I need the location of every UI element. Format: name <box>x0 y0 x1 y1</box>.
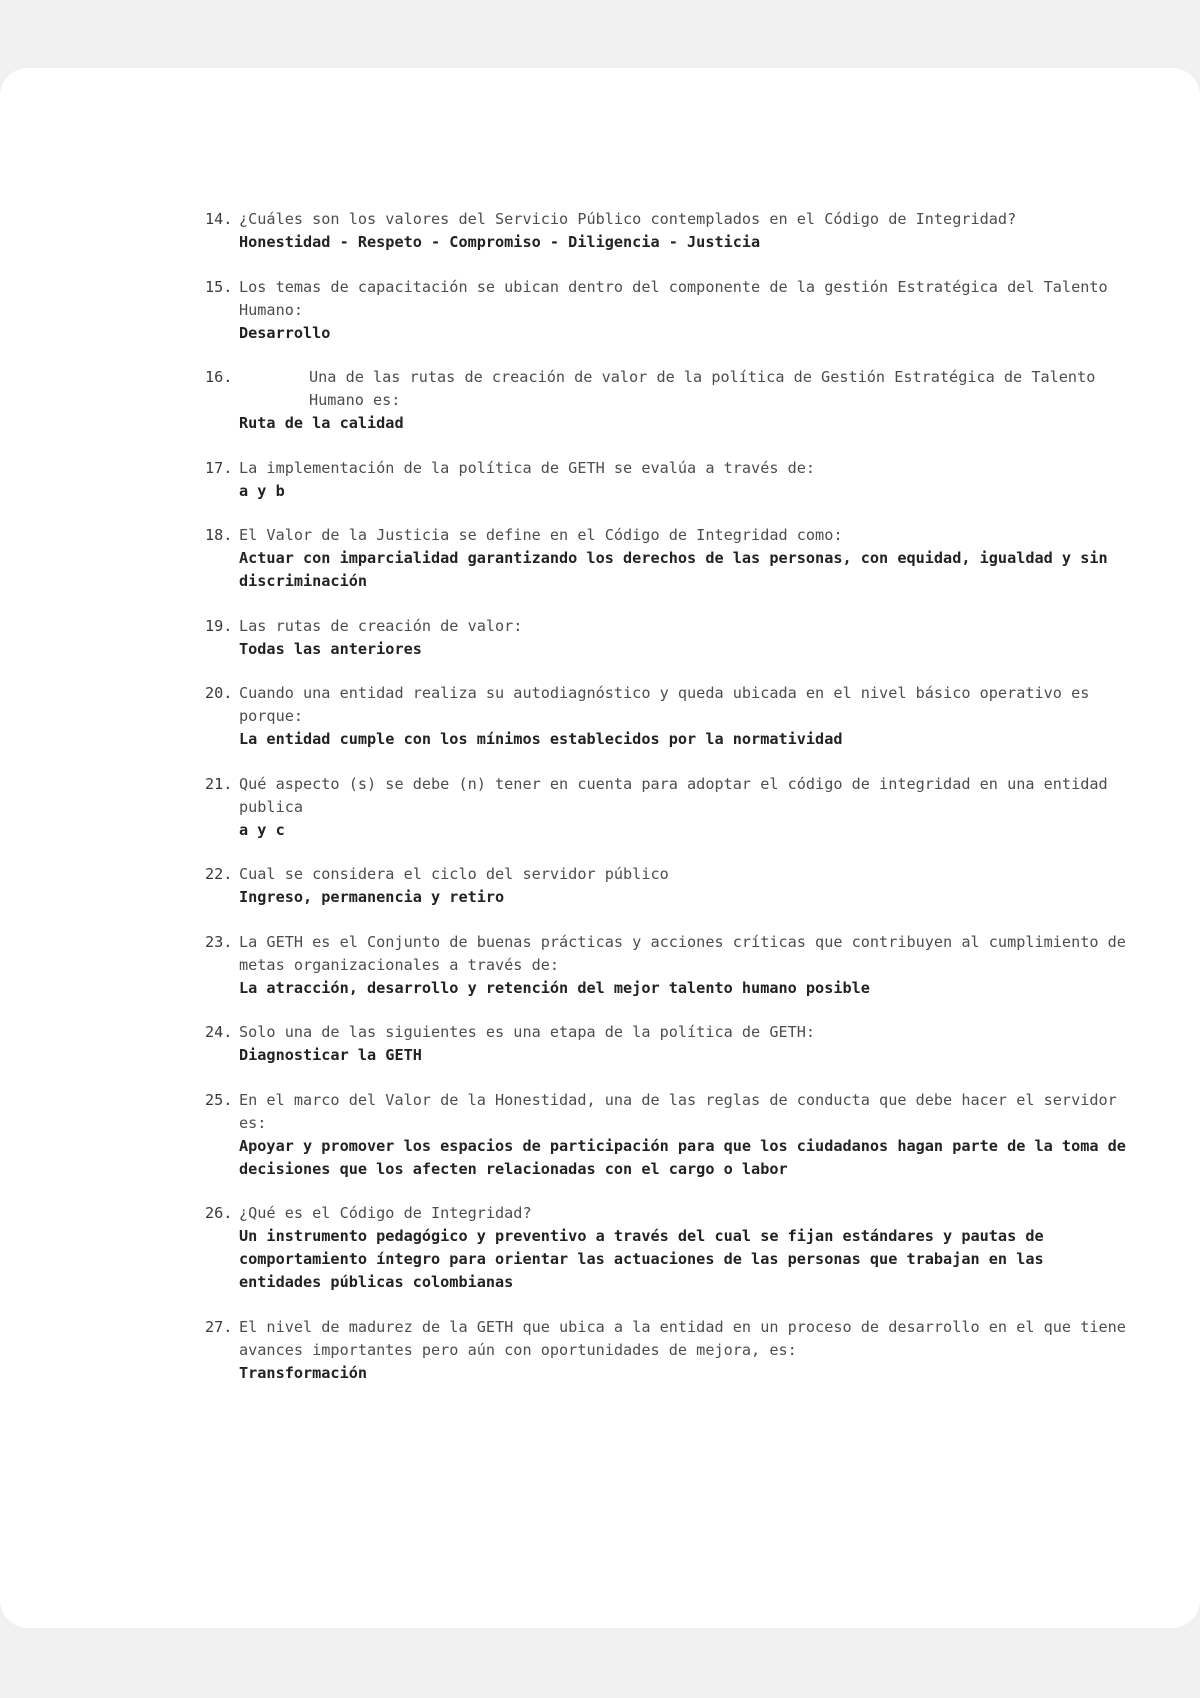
answer-text: La entidad cumple con los mínimos establecidos por la normatividad <box>239 730 843 748</box>
answer-text: Un instrumento pedagógico y preventivo a través del cual se fijan estándares y pautas de comportamiento íntegro para orientar las actuaciones de las personas que trabajan en las entidades públicas colombianas <box>239 1227 1044 1291</box>
document-page <box>0 68 1200 1628</box>
question-text: ¿Cuáles son los valores del Servicio Público contemplados en el Código de Integridad? <box>239 210 1017 228</box>
question-number: 22. <box>205 865 233 883</box>
question-item-14 <box>205 208 1135 254</box>
question-text: Qué aspecto (s) se debe (n) tener en cuenta para adoptar el código de integridad en una entidad publica <box>239 774 1117 816</box>
answer-text: a y c <box>239 820 285 839</box>
answer-text: Desarrollo <box>239 323 331 342</box>
answer-text: La atracción, desarrollo y retención del mejor talento humano posible <box>239 978 870 997</box>
question-text: Solo una de las siguientes es una etapa de la política de GETH: <box>239 1023 816 1041</box>
question-number: 24. <box>205 1023 233 1041</box>
question-item-21 <box>205 773 1135 842</box>
question-item-22 <box>205 863 1135 909</box>
answer-text: Todas las anteriores <box>239 639 422 658</box>
question-text: ¿Qué es el Código de Integridad? <box>239 1204 532 1222</box>
question-number: 16. <box>205 368 233 386</box>
answer-text: Ingreso, permanencia y retiro <box>239 888 505 906</box>
question-number: 21. <box>205 774 233 793</box>
question-text: Cual se considera el ciclo del servidor público <box>239 865 669 883</box>
question-item-26 <box>205 1202 1135 1294</box>
question-item-15 <box>205 276 1135 345</box>
question-item-19 <box>205 615 1135 661</box>
question-number: 26. <box>205 1204 233 1222</box>
question-item-17 <box>205 457 1135 503</box>
question-text: El Valor de la Justicia se define en el Código de Integridad como: <box>239 526 843 544</box>
answer-text: a y b <box>239 481 285 500</box>
question-text: Cuando una entidad realiza su autodiagnóstico y queda ubicada en el nivel básico operativo es porque: <box>239 684 1099 725</box>
question-item-24 <box>205 1021 1135 1067</box>
question-item-20 <box>205 682 1135 751</box>
question-number: 17. <box>205 458 233 477</box>
question-text: La GETH es el Conjunto de buenas prácticas y acciones críticas que contribuyen al cumplimiento de metas organizacionales a través de: <box>239 932 1136 974</box>
question-text: En el marco del Valor de la Honestidad, una de las reglas de conducta que debe hacer el servidor es: <box>239 1090 1126 1132</box>
question-number: 15. <box>205 277 233 296</box>
question-text: Una de las rutas de creación de valor de la política de Gestión Estratégica de Talento Humano es: <box>309 368 1105 409</box>
answer-text: Transformación <box>239 1363 368 1382</box>
question-number: 23. <box>205 932 233 951</box>
question-list <box>205 208 1135 1406</box>
question-number: 25. <box>205 1090 233 1109</box>
question-item-18 <box>205 524 1135 593</box>
question-number: 18. <box>205 526 233 544</box>
question-text: La implementación de la política de GETH se evalúa a través de: <box>239 458 816 477</box>
answer-text: Ruta de la calidad <box>239 414 404 432</box>
question-number: 19. <box>205 616 233 635</box>
question-text: Las rutas de creación de valor: <box>239 616 523 635</box>
answer-text: Diagnosticar la GETH <box>239 1046 422 1064</box>
question-number: 20. <box>205 684 233 702</box>
answer-text: Actuar con imparcialidad garantizando los derechos de las personas, con equidad, igualdad y sin discriminación <box>239 549 1108 590</box>
question-item-25 <box>205 1089 1135 1181</box>
question-text: Los temas de capacitación se ubican dentro del componente de la gestión Estratégica del Talento Humano: <box>239 277 1117 319</box>
answer-text: Honestidad - Respeto - Compromiso - Diligencia - Justicia <box>239 233 761 251</box>
question-number: 14. <box>205 210 233 228</box>
question-item-27 <box>205 1316 1135 1385</box>
question-number: 27. <box>205 1317 233 1336</box>
answer-text: Apoyar y promover los espacios de participación para que los ciudadanos hagan parte de la toma de decisiones que los afecten relacionadas con el cargo o labor <box>239 1136 1126 1178</box>
question-item-23 <box>205 931 1135 1000</box>
question-item-16 <box>205 366 1135 435</box>
question-text: El nivel de madurez de la GETH que ubica a la entidad en un proceso de desarrollo en el que tiene avances importantes pero aún con oportunidades de mejora, es: <box>239 1317 1136 1359</box>
